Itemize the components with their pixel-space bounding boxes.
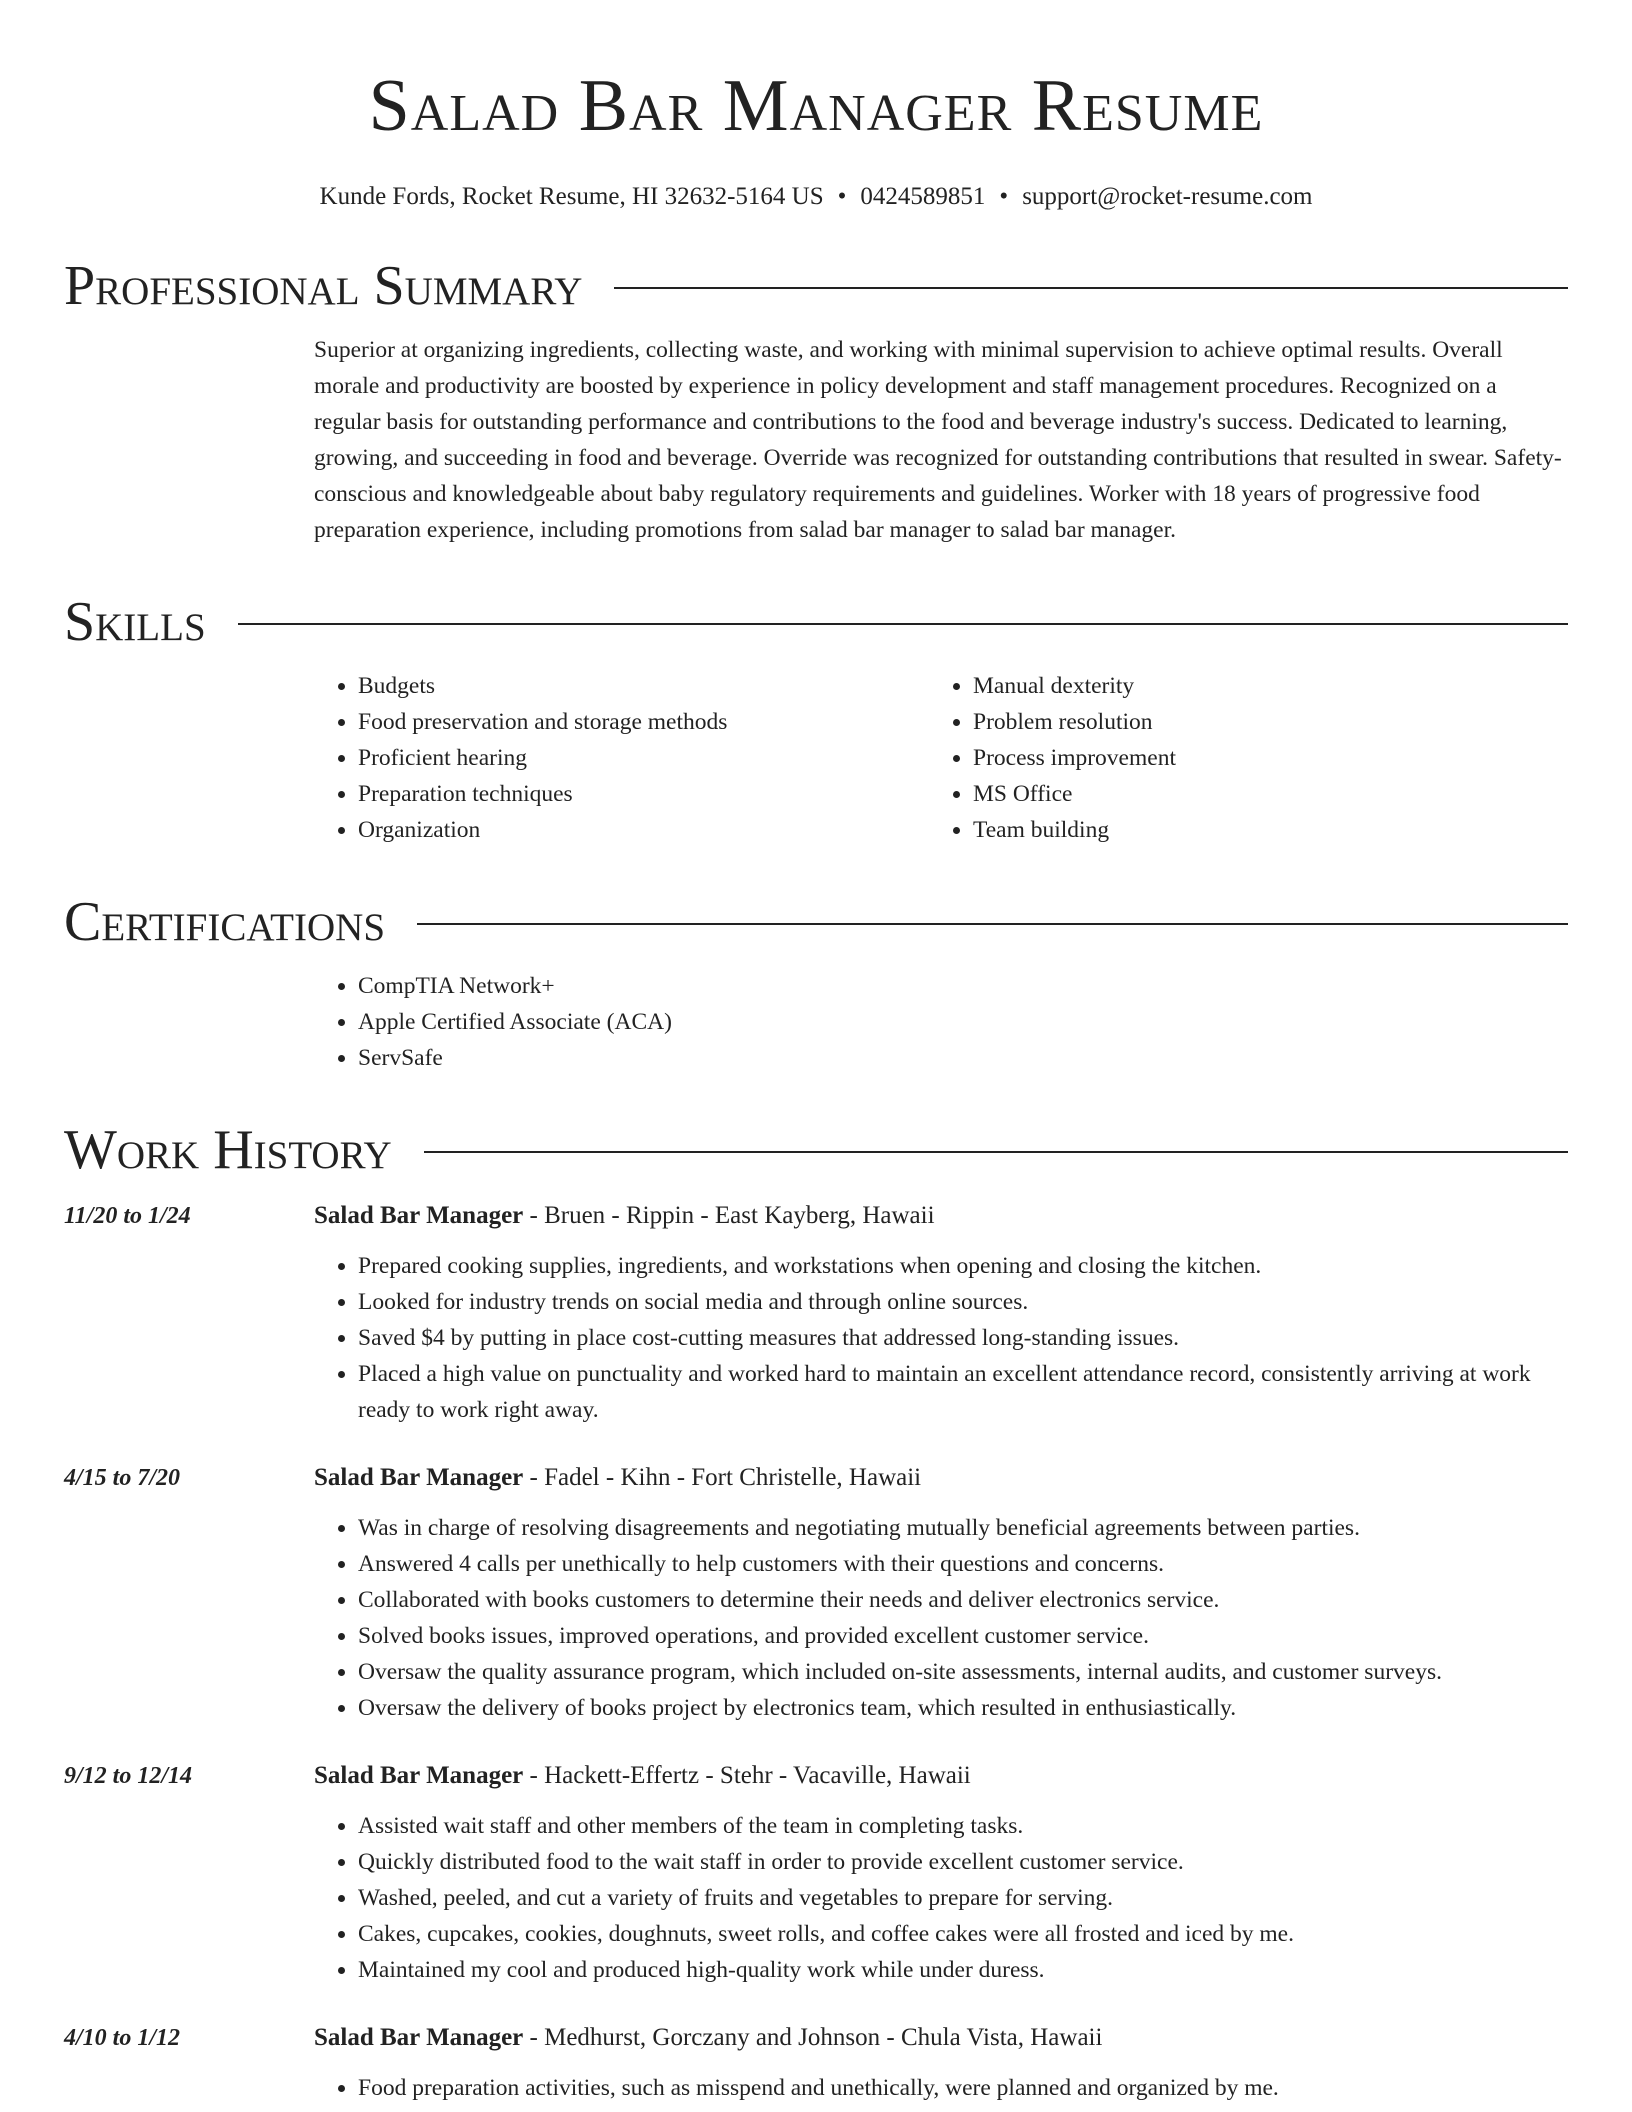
skill-item: • Team building (973, 812, 1544, 848)
skills-column-right (929, 668, 1544, 848)
job-employer: - Hackett-Effertz - Stehr - Vacaville, Hawaii (523, 1762, 971, 1789)
work-heading: Work History (64, 1119, 392, 1181)
contact-line (64, 182, 1568, 212)
job-bullet: • Saved $4 by putting in place cost-cutting measures that addressed long-standing issues. (358, 1320, 1568, 1356)
skills-section-header (64, 591, 1568, 653)
skill-item: • Manual dexterity (973, 668, 1544, 704)
section-divider (614, 287, 1568, 289)
skills-list (314, 668, 1568, 848)
summary-heading: Professional Summary (64, 255, 583, 317)
job-bullet: • Collaborated with books customers to determine their needs and deliver electronics service. (358, 1582, 1568, 1618)
job-title-line (314, 2020, 1568, 2056)
job-bullet: • Washed, peeled, and cut a variety of fruits and vegetables to prepare for serving. (358, 1880, 1568, 1916)
skill-item: • Problem resolution (973, 704, 1544, 740)
contact-address: Kunde Fords, Rocket Resume, HI 32632-5164 US (319, 183, 824, 210)
contact-email: support@rocket-resume.com (1022, 183, 1313, 210)
job-bullet: • Oversaw the delivery of books project by electronics team, which resulted in enthusiastically. (358, 1690, 1568, 1726)
job-bullet: • Oversaw the quality assurance program, which included on-site assessments, internal audits, and customer surveys. (358, 1654, 1568, 1690)
skill-item: • Budgets (358, 668, 929, 704)
section-divider (417, 923, 1568, 925)
summary-text: Superior at organizing ingredients, collecting waste, and working with minimal supervision to achieve optimal results. Overall morale and productivity are boosted by experience in policy development and staff management procedures. Recognized on a regular basis for outstanding performance and contributions to the food and beverage industry's success. Dedicated to learning, growing, and succeeding in food and beverage. Override was recognized for outstanding contributions that resulted in swear. Safety-conscious and knowledgeable about baby regulatory requirements and guidelines. Worker with 18 years of progressive food preparation experience, including promotions from salad bar manager to salad bar manager. (314, 337, 1562, 543)
certification-item: • ServSafe (358, 1040, 1568, 1076)
job-entry (64, 2020, 1568, 2106)
skill-item: • Process improvement (973, 740, 1544, 776)
job-role: Salad Bar Manager (314, 1762, 524, 1789)
job-title-line (314, 1198, 1568, 1234)
job-details (314, 1198, 1568, 1428)
job-employer: - Bruen - Rippin - East Kayberg, Hawaii (523, 1202, 935, 1229)
skill-item: • Preparation techniques (358, 776, 929, 812)
job-entry (64, 1198, 1568, 1428)
job-employer: - Fadel - Kihn - Fort Christelle, Hawaii (523, 1464, 922, 1491)
job-dates: 4/15 to 7/20 (64, 1465, 181, 1491)
job-details (314, 1758, 1568, 1988)
job-role: Salad Bar Manager (314, 1202, 524, 1229)
job-dates: 9/12 to 12/14 (64, 1763, 193, 1789)
certification-item: • Apple Certified Associate (ACA) (358, 1004, 1568, 1040)
certifications-section-header (64, 891, 1568, 953)
job-role: Salad Bar Manager (314, 2024, 524, 2051)
job-bullet: • Looked for industry trends on social media and through online sources. (358, 1284, 1568, 1320)
skill-item: • MS Office (973, 776, 1544, 812)
job-bullet: • Placed a high value on punctuality and worked hard to maintain an excellent attendance record, consistently arriving at work ready to work right away. (358, 1356, 1568, 1428)
job-bullet: • Assisted wait staff and other members of the team in completing tasks. (358, 1808, 1568, 1844)
job-dates: 4/10 to 1/12 (64, 2025, 181, 2051)
job-title-line (314, 1758, 1568, 1794)
section-divider (238, 623, 1568, 625)
skill-item: • Proficient hearing (358, 740, 929, 776)
certifications-heading: Certifications (64, 891, 386, 953)
job-bullet: • Was in charge of resolving disagreements and negotiating mutually beneficial agreements between parties. (358, 1510, 1568, 1546)
job-details (314, 2020, 1568, 2106)
job-employer: - Medhurst, Gorczany and Johnson - Chula Vista, Hawaii (523, 2024, 1103, 2051)
job-dates: 11/20 to 1/24 (64, 1203, 191, 1229)
certifications-list (314, 968, 1568, 1076)
contact-phone: 0424589851 (860, 183, 986, 210)
certification-item: • CompTIA Network+ (358, 968, 1568, 1004)
job-entry (64, 1460, 1568, 1726)
section-divider (424, 1151, 1568, 1153)
job-bullet: • Maintained my cool and produced high-quality work while under duress. (358, 1952, 1568, 1988)
contact-separator: • (999, 183, 1009, 210)
skills-column-left (314, 668, 929, 848)
skill-item: • Organization (358, 812, 929, 848)
contact-separator: • (837, 183, 847, 210)
job-bullet: • Cakes, cupcakes, cookies, doughnuts, sweet rolls, and coffee cakes were all frosted and iced by me. (358, 1916, 1568, 1952)
job-entry (64, 1758, 1568, 1988)
job-bullet: • Quickly distributed food to the wait staff in order to provide excellent customer service. (358, 1844, 1568, 1880)
job-bullet: • Answered 4 calls per unethically to help customers with their questions and concerns. (358, 1546, 1568, 1582)
job-bullet: • Prepared cooking supplies, ingredients, and workstations when opening and closing the kitchen. (358, 1248, 1568, 1284)
summary-section-header (64, 255, 1568, 317)
job-role: Salad Bar Manager (314, 1464, 524, 1491)
skill-item: • Food preservation and storage methods (358, 704, 929, 740)
job-title-line (314, 1460, 1568, 1496)
job-details (314, 1460, 1568, 1726)
skills-heading: Skills (64, 591, 206, 653)
resume-title: Salad Bar Manager Resume (368, 65, 1264, 147)
work-section-header (64, 1119, 1568, 1181)
job-bullet: • Food preparation activities, such as misspend and unethically, were planned and organized by me. (358, 2070, 1568, 2106)
job-bullet: • Solved books issues, improved operations, and provided excellent customer service. (358, 1618, 1568, 1654)
